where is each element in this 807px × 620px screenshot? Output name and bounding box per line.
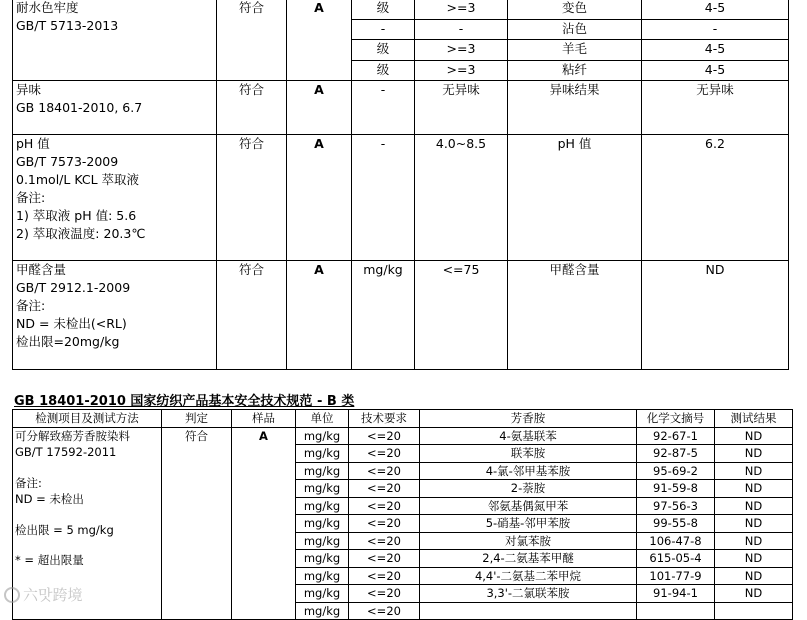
- result-cell: ND: [715, 567, 793, 585]
- table-row: [13, 0, 789, 19]
- item-cell: 沾色: [508, 19, 642, 40]
- requirement-cell: <=20: [349, 480, 420, 498]
- requirement-cell: >=3: [415, 40, 508, 61]
- unit-cell: mg/kg: [296, 550, 349, 568]
- result-cell: 无异味: [642, 81, 789, 135]
- item-cell: pH 值: [508, 135, 642, 261]
- unit-cell: mg/kg: [296, 567, 349, 585]
- verdict-cell: 符合: [217, 261, 287, 370]
- result-cell: -: [642, 19, 789, 40]
- unit-cell: 级: [352, 60, 415, 81]
- unit-cell: mg/kg: [296, 532, 349, 550]
- unit-cell: mg/kg: [296, 480, 349, 498]
- requirement-cell: <=20: [349, 585, 420, 603]
- table-row: [13, 81, 789, 135]
- item-cell: 羊毛: [508, 40, 642, 61]
- requirement-cell: <=20: [349, 497, 420, 515]
- unit-cell: mg/kg: [296, 445, 349, 463]
- watermark-text: 六맛跨境: [23, 586, 83, 604]
- cas-cell: 91-59-8: [637, 480, 715, 498]
- item-cell: 变色: [508, 0, 642, 19]
- table-header-row: [13, 410, 793, 428]
- unit-cell: 级: [352, 0, 415, 19]
- cas-cell: 95-69-2: [637, 462, 715, 480]
- requirement-cell: >=3: [415, 0, 508, 19]
- cas-cell: 91-94-1: [637, 585, 715, 603]
- section-title: GB 18401-2010 国家纺织产品基本安全技术规范 - B 类: [14, 394, 355, 409]
- cas-cell: 92-67-1: [637, 427, 715, 445]
- amine-cell: 对氯苯胺: [420, 532, 637, 550]
- requirement-cell: 无异味: [415, 81, 508, 135]
- amine-cell: 联苯胺: [420, 445, 637, 463]
- result-cell: ND: [715, 550, 793, 568]
- amine-cell: 4-氯-邻甲基苯胺: [420, 462, 637, 480]
- method-cell: 异味 GB 18401-2010, 6.7: [13, 81, 217, 135]
- table-row: [13, 427, 793, 445]
- result-cell: 4-5: [642, 0, 789, 19]
- amine-cell: 4,4'-二氨基二苯甲烷: [420, 567, 637, 585]
- aromatic-amine-table: [12, 409, 793, 620]
- cas-cell: 99-55-8: [637, 515, 715, 533]
- requirement-cell: -: [415, 19, 508, 40]
- method-cell: pH 值 GB/T 7573-2009 0.1mol/L KCL 萃取液 备注: 1) 萃取液 pH 值: 5.6 2) 萃取液温度: 20.3℃: [13, 135, 217, 261]
- requirement-cell: <=20: [349, 445, 420, 463]
- sample-cell: A: [287, 135, 352, 261]
- method-cell: 可分解致癌芳香胺染料 GB/T 17592-2011 备注: ND = 未检出 检出限 = 5 mg/kg * = 超出限量: [13, 427, 162, 620]
- unit-cell: mg/kg: [296, 602, 349, 620]
- result-cell: ND: [715, 445, 793, 463]
- sample-cell: A: [287, 81, 352, 135]
- cas-cell: 97-56-3: [637, 497, 715, 515]
- item-cell: 异味结果: [508, 81, 642, 135]
- result-cell: 4-5: [642, 40, 789, 61]
- column-header: 测试结果: [715, 410, 793, 428]
- sample-cell: A: [287, 0, 352, 81]
- column-header: 芳香胺: [420, 410, 637, 428]
- unit-cell: -: [352, 81, 415, 135]
- result-cell: 6.2: [642, 135, 789, 261]
- column-header: 检测项目及测试方法: [13, 410, 162, 428]
- item-cell: 甲醛含量: [508, 261, 642, 370]
- unit-cell: mg/kg: [296, 497, 349, 515]
- result-cell: ND: [715, 480, 793, 498]
- amine-cell: 2,4-二氨基苯甲醚: [420, 550, 637, 568]
- unit-cell: mg/kg: [296, 462, 349, 480]
- method-cell: 甲醛含量 GB/T 2912.1-2009 备注: ND = 未检出(<RL) 检出限=20mg/kg: [13, 261, 217, 370]
- result-cell: 4-5: [642, 60, 789, 81]
- amine-cell: 邻氨基偶氮甲苯: [420, 497, 637, 515]
- result-cell: ND: [642, 261, 789, 370]
- verdict-cell: 符合: [217, 0, 287, 81]
- requirement-cell: <=20: [349, 532, 420, 550]
- column-header: 化学文摘号: [637, 410, 715, 428]
- result-cell: ND: [715, 427, 793, 445]
- cas-cell: 106-47-8: [637, 532, 715, 550]
- cas-cell: 615-05-4: [637, 550, 715, 568]
- cas-cell: 92-87-5: [637, 445, 715, 463]
- test-results-table-upper: [12, 0, 789, 370]
- cas-cell: 101-77-9: [637, 567, 715, 585]
- requirement-cell: <=20: [349, 462, 420, 480]
- requirement-cell: <=20: [349, 602, 420, 620]
- column-header: 样品: [232, 410, 296, 428]
- result-cell: ND: [715, 532, 793, 550]
- unit-cell: mg/kg: [296, 427, 349, 445]
- unit-cell: -: [352, 19, 415, 40]
- unit-cell: 级: [352, 40, 415, 61]
- requirement-cell: <=75: [415, 261, 508, 370]
- amine-cell: 4-氨基联苯: [420, 427, 637, 445]
- sample-cell: A: [287, 261, 352, 370]
- method-cell: 耐水色牢度 GB/T 5713-2013: [13, 0, 217, 81]
- amine-cell: 5-硝基-邻甲苯胺: [420, 515, 637, 533]
- table-row: [13, 261, 789, 370]
- item-cell: 粘纤: [508, 60, 642, 81]
- amine-cell: 2-萘胺: [420, 480, 637, 498]
- result-cell: ND: [715, 497, 793, 515]
- result-cell: ND: [715, 462, 793, 480]
- column-header: 判定: [162, 410, 232, 428]
- result-cell: ND: [715, 515, 793, 533]
- verdict-cell: 符合: [217, 135, 287, 261]
- unit-cell: mg/kg: [296, 585, 349, 603]
- table-row: [13, 135, 789, 261]
- unit-cell: mg/kg: [352, 261, 415, 370]
- requirement-cell: <=20: [349, 427, 420, 445]
- requirement-cell: 4.0~8.5: [415, 135, 508, 261]
- amine-cell: 3,3'-二氯联苯胺: [420, 585, 637, 603]
- column-header: 单位: [296, 410, 349, 428]
- unit-cell: mg/kg: [296, 515, 349, 533]
- requirement-cell: <=20: [349, 567, 420, 585]
- verdict-cell: 符合: [217, 81, 287, 135]
- unit-cell: -: [352, 135, 415, 261]
- requirement-cell: <=20: [349, 515, 420, 533]
- column-header: 技术要求: [349, 410, 420, 428]
- sample-cell: A: [232, 427, 296, 620]
- requirement-cell: <=20: [349, 550, 420, 568]
- requirement-cell: >=3: [415, 60, 508, 81]
- verdict-cell: 符合: [162, 427, 232, 620]
- result-cell: ND: [715, 585, 793, 603]
